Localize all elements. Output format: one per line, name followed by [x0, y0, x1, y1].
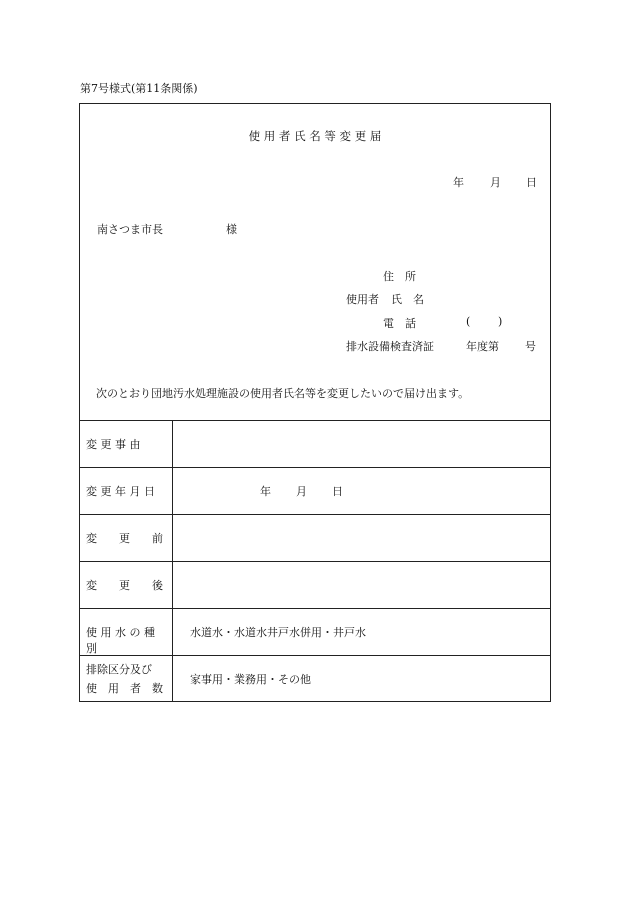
- change-date-day: 日: [332, 485, 343, 498]
- table-column-divider: [172, 420, 173, 702]
- form-number-label: 第7号様式(第11条関係): [80, 82, 198, 95]
- phone-close-paren: ): [498, 315, 503, 328]
- certificate-year: 年度第: [466, 340, 499, 353]
- phone-label: 電 話: [383, 317, 416, 330]
- name-label: 氏 名: [391, 293, 424, 306]
- table-row-label-category-line2: 使 用 者 数: [86, 682, 163, 695]
- certificate-number: 号: [525, 340, 536, 353]
- change-reason-field[interactable]: [190, 436, 530, 452]
- applicant-label: 使用者: [346, 293, 379, 306]
- statement-text: 次のとおり団地汚水処理施設の使用者氏名等を変更したいので届け出ます。: [96, 387, 470, 400]
- table-row-label-change-date: 変 更 年 月 日: [86, 485, 155, 498]
- table-top-rule: [80, 420, 550, 421]
- table-row-label-change-reason: 変 更 事 由: [86, 438, 141, 451]
- table-row-label-before: 変 更 前: [86, 532, 163, 545]
- addressee-name: 南さつま市長: [97, 223, 163, 236]
- date-day: 日: [526, 176, 537, 189]
- water-type-options: 水道水・水道水井戸水併用・井戸水: [190, 626, 366, 639]
- change-date-month: 月: [296, 485, 307, 498]
- address-label: 住 所: [383, 270, 416, 283]
- table-row-label-category-line1: 排除区分及び: [86, 663, 152, 676]
- certificate-label: 排水設備検査済証: [346, 340, 434, 353]
- row-divider: [80, 561, 550, 562]
- category-options: 家事用・業務用・その他: [190, 673, 311, 686]
- phone-open-paren: (: [466, 315, 471, 328]
- addressee-honorific: 様: [226, 223, 237, 236]
- date-year: 年: [453, 176, 464, 189]
- change-date-year: 年: [260, 485, 271, 498]
- date-month: 月: [490, 176, 501, 189]
- before-change-field[interactable]: [190, 530, 530, 546]
- after-change-field[interactable]: [190, 577, 530, 593]
- table-row-label-after: 変 更 後: [86, 579, 163, 592]
- row-divider: [80, 514, 550, 515]
- table-row-label-water-type: 使 用 水 の 種 別: [86, 626, 155, 655]
- form-box: [79, 103, 551, 702]
- row-divider: [80, 608, 550, 609]
- row-divider: [80, 467, 550, 468]
- form-title: 使 用 者 氏 名 等 変 更 届: [248, 129, 382, 143]
